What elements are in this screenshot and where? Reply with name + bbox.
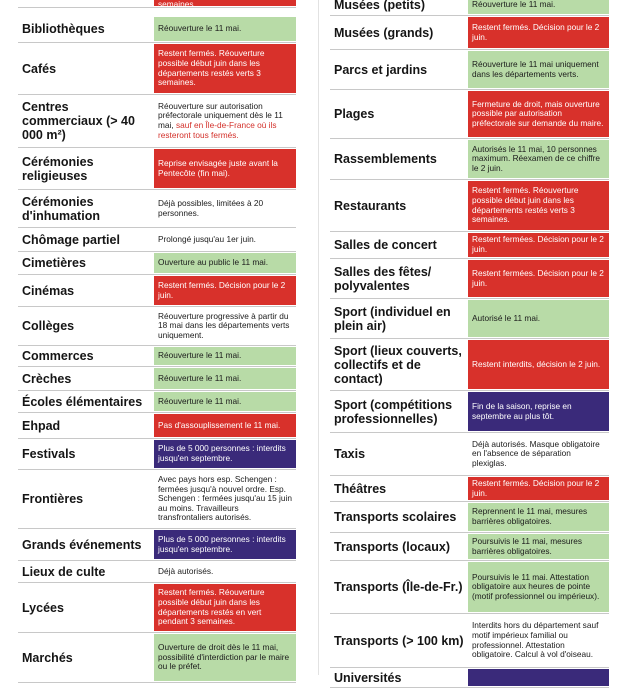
row-label: Cafés bbox=[22, 61, 57, 76]
status-text-main: Restent fermés. Décision pour le 2 juin. bbox=[472, 21, 600, 42]
row-label: Transports (locaux) bbox=[334, 539, 450, 554]
status-text-main: Restent fermées. Décision pour le 2 juin. bbox=[472, 267, 604, 288]
row-status bbox=[468, 503, 609, 531]
row-status bbox=[154, 276, 296, 305]
table-row bbox=[330, 0, 609, 16]
status-text bbox=[472, 145, 605, 174]
row-label: Salles de concert bbox=[334, 238, 437, 252]
table-row bbox=[330, 502, 609, 533]
status-text bbox=[158, 421, 280, 431]
status-text bbox=[158, 397, 241, 407]
row-label: Sport (lieux couverts, collectifs et de contact) bbox=[334, 343, 462, 386]
row-status bbox=[468, 233, 609, 257]
table-row bbox=[330, 50, 609, 90]
row-status bbox=[154, 191, 296, 226]
status-text bbox=[472, 573, 605, 602]
status-text-main: Déjà autorisés. bbox=[158, 565, 214, 576]
row-status bbox=[468, 260, 609, 297]
status-text-main: Plus de 5 000 personnes : interdits jusqu'en septembre. bbox=[158, 533, 286, 554]
table-row bbox=[18, 43, 296, 95]
row-label: Musées (grands) bbox=[334, 25, 434, 40]
row-status bbox=[468, 392, 609, 431]
status-text-main: Restent fermés. Réouverture possible début juin dans les départements restés verts 3 semaines. bbox=[158, 48, 265, 88]
row-label: Cimetières bbox=[22, 256, 86, 270]
table-row bbox=[18, 190, 296, 228]
status-text bbox=[158, 567, 213, 577]
row-label: Marchés bbox=[22, 650, 73, 665]
row-status bbox=[468, 434, 609, 474]
status-text-highlight: sauf en Île-de-France où ils resteront tous fermés. bbox=[158, 120, 277, 140]
status-text-main: Avec pays hors esp. Schengen : fermées jusqu'à nouvel ordre. Esp. Schengen : fermées jusqu'au 15 juin au moins. Travailleurs transfrontaliers autorisés. bbox=[158, 474, 292, 523]
row-label: Transports (> 100 km) bbox=[334, 633, 464, 648]
row-label: Centres commerciaux (> 40 000 m²) bbox=[22, 100, 135, 142]
row-status bbox=[468, 300, 609, 337]
status-text-main: Poursuivis le 11 mai. Attestation obligatoire aux heures de pointe (motif professionnel ou impérieux). bbox=[472, 571, 600, 601]
table-row bbox=[18, 529, 296, 561]
row-status bbox=[154, 308, 296, 344]
table-row bbox=[18, 275, 296, 307]
status-text-main: Ouverture au public le 11 mai. bbox=[158, 257, 269, 268]
status-text bbox=[472, 186, 605, 224]
row-label: Lycées bbox=[22, 600, 64, 615]
table-row bbox=[18, 228, 296, 252]
status-text-main: Fermeture de droit, mais ouverture possible par autorisation préfectorale sur demande du maire. bbox=[472, 98, 604, 128]
table-row bbox=[330, 139, 609, 180]
status-text bbox=[158, 475, 292, 523]
table-row bbox=[18, 16, 296, 43]
column-separator bbox=[318, 0, 319, 675]
row-label: Rassemblements bbox=[334, 152, 437, 166]
status-text-main: Réouverture le 11 mai. bbox=[158, 23, 242, 34]
row-status bbox=[154, 634, 296, 681]
row-label: Théâtres bbox=[334, 481, 387, 496]
table-row bbox=[330, 476, 609, 502]
table-row bbox=[18, 413, 296, 439]
row-status bbox=[468, 615, 609, 666]
status-text-main: Autorisé le 11 mai. bbox=[472, 312, 541, 323]
status-text bbox=[158, 374, 241, 384]
status-text bbox=[158, 588, 292, 626]
status-text-main: Réouverture le 11 mai uniquement dans les départements verts. bbox=[472, 58, 599, 79]
row-status bbox=[468, 477, 609, 500]
row-label: Commerces bbox=[22, 349, 94, 363]
row-label: Frontières bbox=[22, 492, 84, 506]
row-label: Salles des fêtes/ polyvalentes bbox=[334, 264, 432, 293]
row-status bbox=[154, 149, 296, 188]
status-text-main: Réouverture le 11 mai. bbox=[158, 395, 242, 406]
status-text-main: Poursuivis le 11 mai, mesures barrières obligatoires. bbox=[472, 535, 583, 556]
status-text bbox=[472, 269, 605, 288]
row-status bbox=[154, 17, 296, 41]
status-text bbox=[472, 402, 605, 421]
row-label: Écoles élémentaires bbox=[22, 394, 143, 409]
status-text bbox=[158, 312, 292, 341]
status-text-main: Interdits hors du département sauf motif impérieux familial ou professionnel. Attestation obligatoire. Calcul à vol d'oiseau. bbox=[472, 620, 599, 660]
row-status bbox=[468, 91, 609, 137]
status-text-main: Restent fermés. Réouverture possible début juin dans les départements restés en vert pendant 3 semaines. bbox=[158, 587, 265, 627]
table-row bbox=[330, 180, 609, 232]
status-text bbox=[472, 60, 605, 79]
status-text-main: Réouverture sur autorisation préfectorale uniquement dès le 11 mai, bbox=[158, 100, 283, 130]
status-text bbox=[158, 235, 256, 245]
status-text-main: Ouverture de droit dès le 11 mai, possibilité d'interdiction par le maire ou le préfet. bbox=[158, 642, 290, 672]
row-status bbox=[154, 44, 296, 93]
table-row bbox=[18, 439, 296, 470]
status-text-main: Réouverture progressive à partir du 18 mai dans les départements verts uniquement. bbox=[158, 310, 290, 340]
status-text-main: Restent fermés. Décision pour le 2 juin. bbox=[472, 477, 600, 498]
status-text bbox=[472, 360, 600, 370]
table-row bbox=[330, 232, 609, 259]
status-text-main: Reprennent le 11 mai, mesures barrières obligatoires. bbox=[472, 506, 588, 526]
row-status bbox=[154, 414, 296, 437]
status-text bbox=[158, 444, 292, 463]
table-row bbox=[330, 614, 609, 668]
row-label: Grands événements bbox=[22, 537, 142, 552]
table-row bbox=[330, 339, 609, 391]
row-label: Plages bbox=[334, 107, 375, 121]
table-row bbox=[18, 561, 296, 583]
row-status bbox=[468, 51, 609, 88]
status-text-main: Déjà autorisés. Masque obligatoire en l'absence de séparation plexiglas. bbox=[472, 438, 600, 468]
status-text-main: Autorisés le 11 mai, 10 personnes maximum. Réexamen de ce chiffre le 2 juin. bbox=[472, 143, 601, 173]
status-text bbox=[158, 199, 292, 218]
row-status bbox=[154, 584, 296, 631]
row-status bbox=[468, 140, 609, 178]
status-text-main: Fin de la saison, reprise en septembre au plus tôt. bbox=[472, 400, 572, 421]
table-row bbox=[18, 367, 296, 391]
status-text-main: semaines. bbox=[158, 0, 196, 9]
status-text bbox=[472, 479, 605, 498]
row-status bbox=[468, 0, 609, 14]
row-status bbox=[468, 669, 609, 686]
row-status bbox=[154, 229, 296, 250]
row-status bbox=[468, 181, 609, 230]
row-label: Collèges bbox=[22, 319, 75, 333]
row-label: Cinémas bbox=[22, 283, 75, 298]
status-text bbox=[158, 159, 292, 178]
table-row bbox=[330, 16, 609, 50]
row-status bbox=[154, 471, 296, 527]
status-text bbox=[158, 258, 268, 268]
status-text bbox=[472, 0, 555, 9]
status-text bbox=[472, 314, 540, 324]
row-label: Festivals bbox=[22, 447, 76, 461]
table-row bbox=[330, 259, 609, 299]
row-status bbox=[154, 562, 296, 581]
status-text-main: Pas d'assouplissement le 11 mai. bbox=[158, 419, 281, 430]
table-row bbox=[18, 583, 296, 633]
status-text-main: Restent fermées. Décision pour le 2 juin. bbox=[472, 234, 604, 254]
row-label: Parcs et jardins bbox=[334, 62, 428, 77]
row-status bbox=[154, 347, 296, 365]
row-label: Sport (individuel en plein air) bbox=[334, 304, 451, 333]
row-status bbox=[468, 17, 609, 48]
status-text-main: Restent fermés. Réouverture possible début juin dans les départements restés verts 3 semaines. bbox=[472, 185, 579, 225]
row-status bbox=[154, 253, 296, 273]
status-text-main: Déjà possibles, limitées à 20 personnes. bbox=[158, 197, 264, 218]
row-label: Transports (Île-de-Fr.) bbox=[334, 580, 463, 594]
table-row bbox=[330, 533, 609, 561]
status-text-main: Réouverture le 11 mai. bbox=[472, 0, 556, 9]
status-text bbox=[158, 0, 292, 9]
status-text-main: Reprise envisagée juste avant la Pentecôte (fin mai). bbox=[158, 157, 278, 178]
row-label: Ehpad bbox=[22, 418, 61, 433]
row-status bbox=[154, 0, 296, 9]
status-text bbox=[158, 535, 292, 554]
status-text bbox=[472, 235, 605, 254]
row-status bbox=[468, 534, 609, 559]
status-text-main: Restent interdits, décision le 2 juin. bbox=[472, 358, 601, 369]
status-text bbox=[158, 643, 292, 672]
table-row bbox=[330, 90, 609, 139]
table-row bbox=[18, 470, 296, 529]
row-label: Crèches bbox=[22, 371, 72, 386]
row-label: Restaurants bbox=[334, 198, 407, 213]
row-status bbox=[154, 440, 296, 468]
table-row bbox=[330, 668, 609, 688]
table-row bbox=[330, 299, 609, 339]
row-label: Sport (compétitions professionnelles) bbox=[334, 397, 453, 426]
status-text-main: Restent fermés. Décision pour le 2 juin. bbox=[158, 279, 286, 300]
status-text bbox=[472, 440, 605, 469]
status-text bbox=[472, 507, 605, 526]
table-row bbox=[330, 561, 609, 614]
table-row bbox=[18, 0, 296, 8]
table-row bbox=[330, 433, 609, 476]
row-label bbox=[22, 0, 152, 7]
row-label: Lieux de culte bbox=[22, 564, 106, 579]
status-text-main: Plus de 5 000 personnes : interdits jusqu'en septembre. bbox=[158, 443, 286, 463]
table-row bbox=[18, 148, 296, 190]
row-label: Cérémonies d'inhumation bbox=[22, 194, 100, 223]
status-text bbox=[472, 537, 605, 556]
status-text bbox=[472, 23, 605, 42]
row-label: Taxis bbox=[334, 447, 366, 461]
row-label: Universités bbox=[334, 670, 402, 685]
status-text bbox=[472, 621, 605, 659]
row-status bbox=[154, 96, 296, 146]
status-text bbox=[158, 49, 292, 87]
status-text bbox=[472, 100, 605, 129]
table-row bbox=[330, 391, 609, 433]
table-row bbox=[18, 346, 296, 367]
row-label: Bibliothèques bbox=[22, 22, 105, 36]
status-text bbox=[158, 102, 292, 140]
status-text-main: Réouverture le 11 mai. bbox=[158, 372, 242, 383]
row-status bbox=[154, 368, 296, 389]
row-label: Musées (petits) bbox=[334, 0, 425, 12]
table-row bbox=[18, 95, 296, 148]
table-row bbox=[18, 391, 296, 413]
status-text-main: Prolongé jusqu'au 1er juin. bbox=[158, 233, 256, 244]
status-text bbox=[158, 24, 241, 34]
table-row bbox=[18, 252, 296, 275]
table-row bbox=[18, 307, 296, 346]
row-label: Chômage partiel bbox=[22, 232, 120, 247]
status-text-main: Réouverture le 11 mai. bbox=[158, 350, 242, 361]
status-text bbox=[158, 351, 241, 361]
row-status bbox=[468, 340, 609, 389]
row-status bbox=[154, 392, 296, 411]
status-text bbox=[158, 281, 292, 300]
row-label: Cérémonies religieuses bbox=[22, 154, 94, 183]
row-status bbox=[154, 530, 296, 559]
row-label: Transports scolaires bbox=[334, 510, 457, 524]
row-status bbox=[468, 562, 609, 612]
table-row bbox=[18, 633, 296, 683]
